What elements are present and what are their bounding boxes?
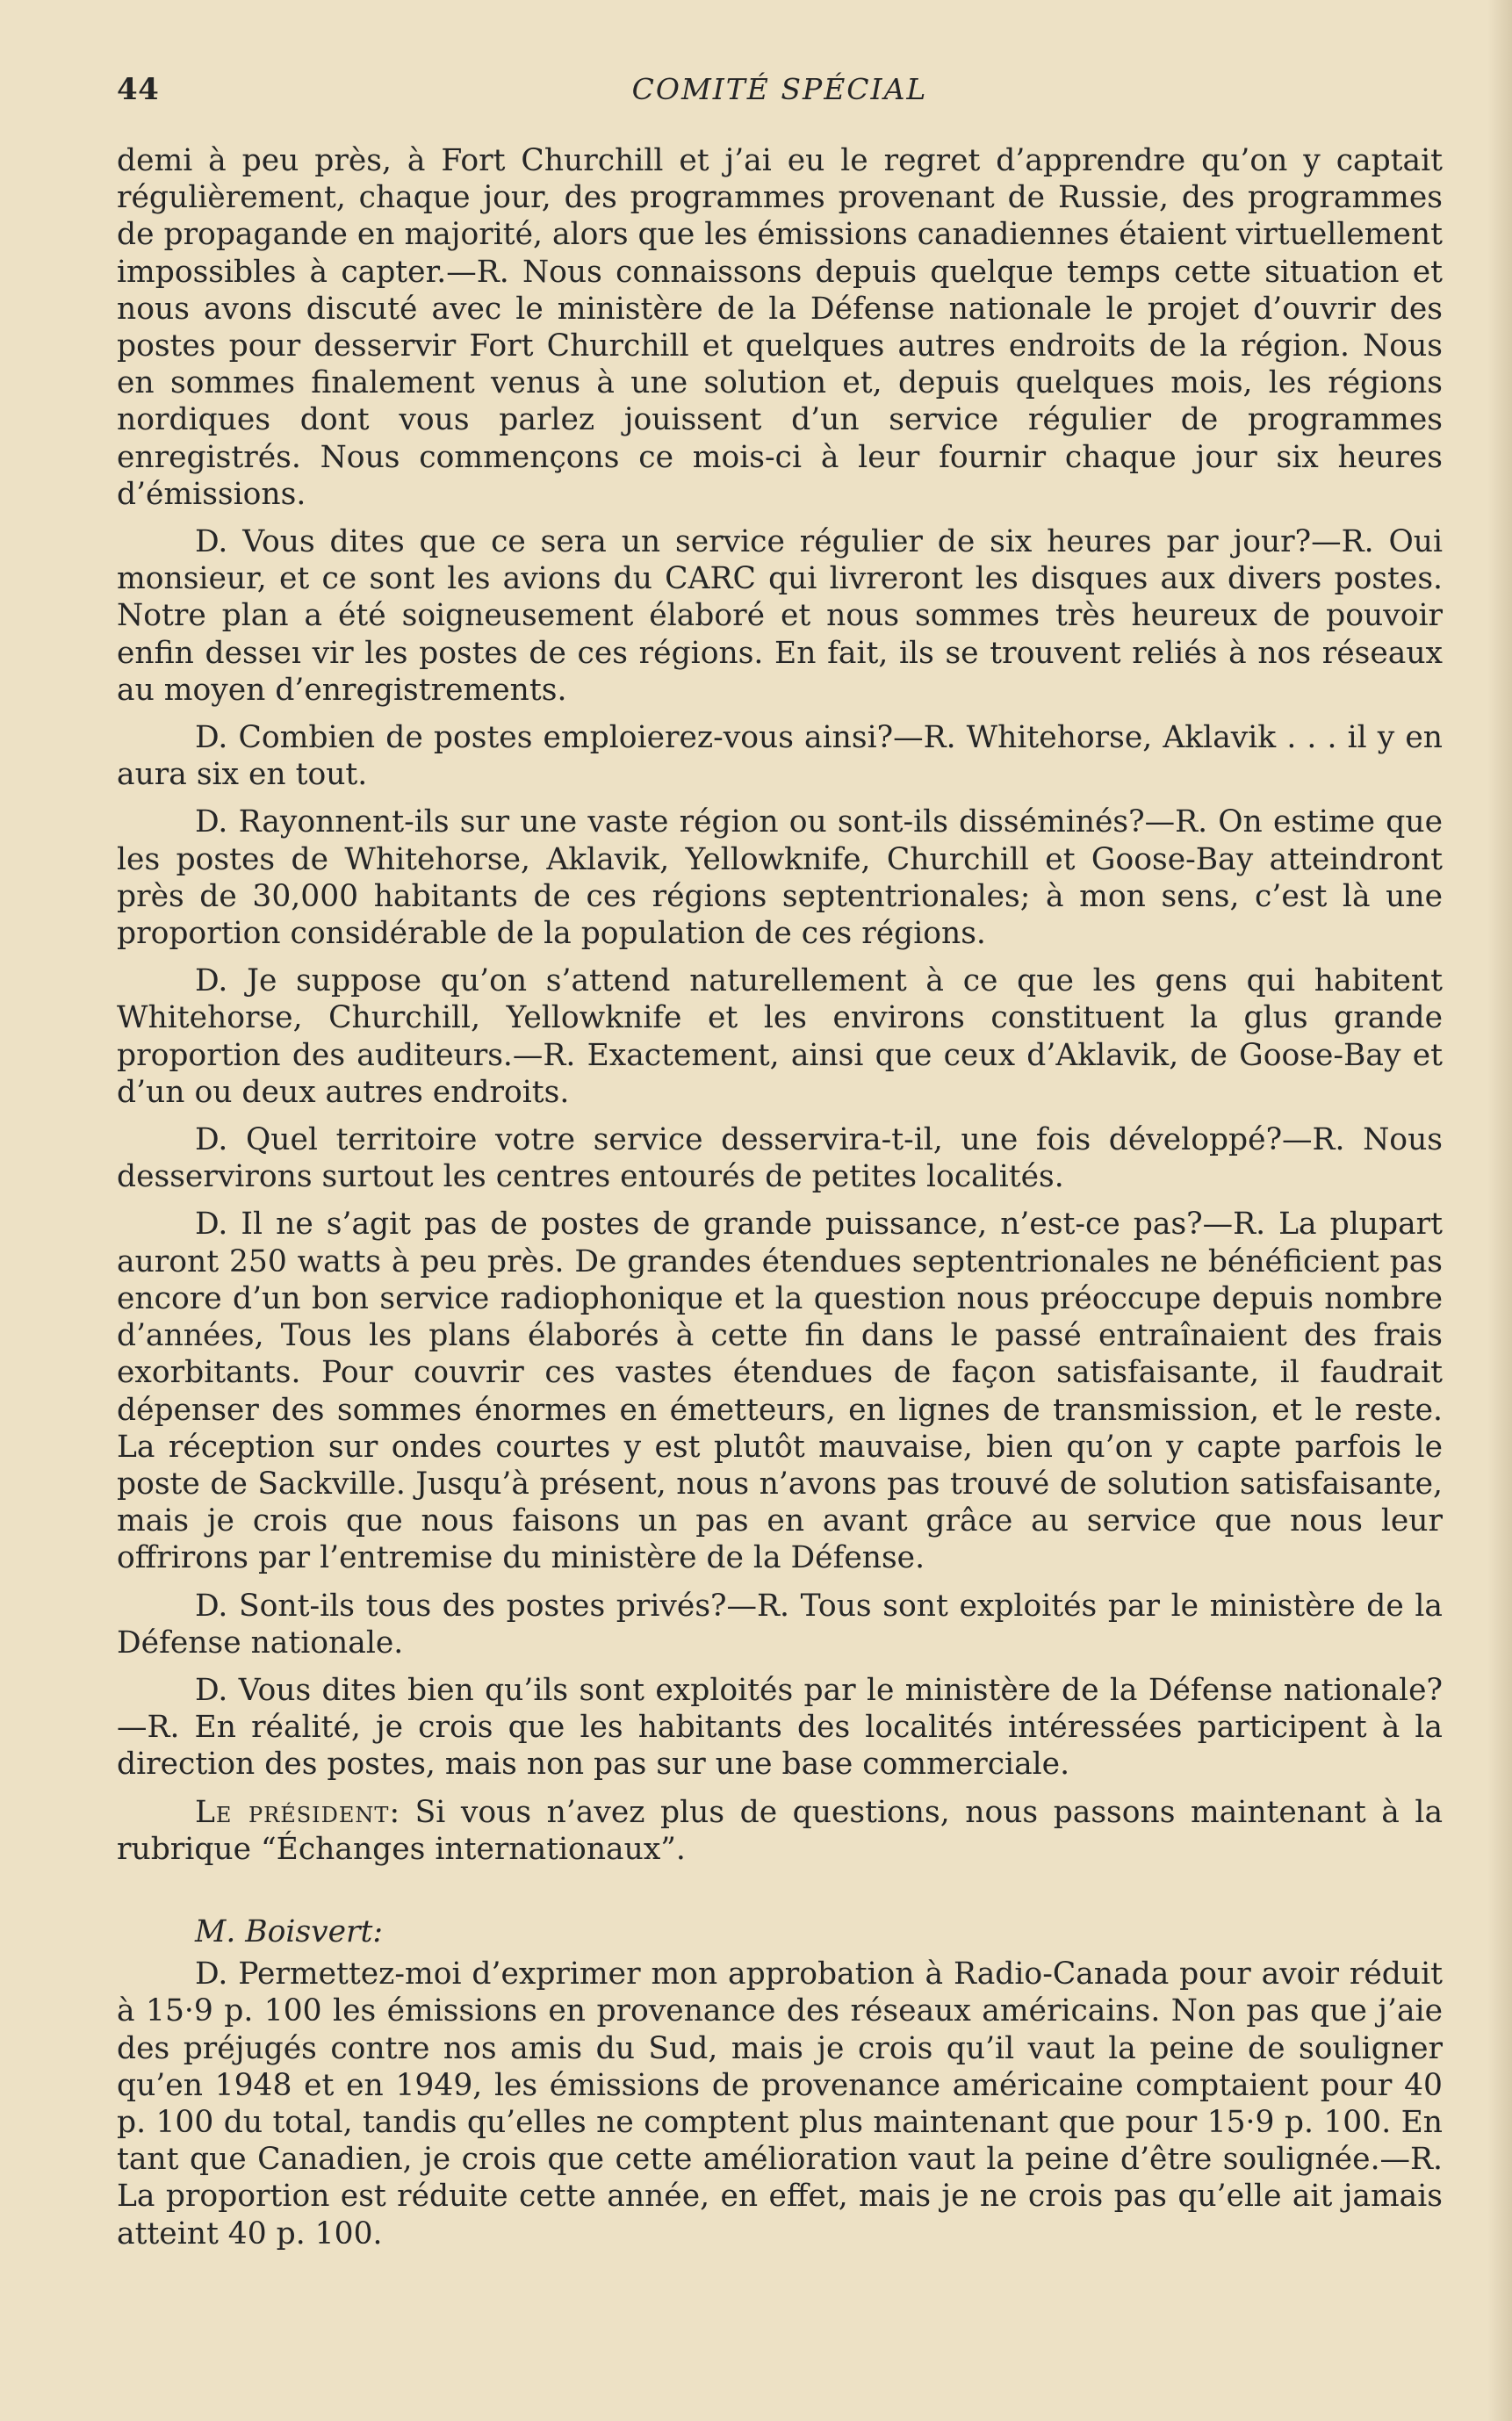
paragraph-question-coverage: D. Rayonnent-ils sur une vaste région ou sont-ils disséminés?—R. On estime que les postes de Whitehorse, Aklavik, Yellowknife, Churchill et Goose-Bay atteindront près de 30,000 habitants de ces régions septentrionales; à mon sens, c’est là une proportion considérable de la population de ces régions. (117, 804, 1443, 952)
speaker-heading-boisvert: M. Boisvert: (195, 1913, 384, 1949)
chairman-statement: : Si vous n’avez plus de questions, nous passons maintenant à la rubrique “Échanges internationaux”. (117, 1794, 1444, 1867)
paragraph-chairman (117, 1794, 1443, 1868)
paragraph-question-private: D. Sont-ils tous des postes privés?—R. Tous sont exploités par le ministère de la Défense nationale. (117, 1588, 1443, 1661)
page-number: 44 (117, 72, 160, 107)
paragraph-question-territory: D. Quel territoire votre service desservira-t-il, une fois développé?—R. Nous desservirons surtout les centres entourés de petites localités. (117, 1122, 1443, 1195)
speaker-label-chairman: Le président (195, 1794, 390, 1830)
paragraph-continuation: demi à peu près, à Fort Churchill et j’ai eu le regret d’apprendre qu’on y captait régulièrement, chaque jour, des programmes provenant de Russie, des programmes de propagande en majorité, alors que les émissions canadiennes étaient virtuellement impossibles à capter.—R. Nous connaissons depuis quelque temps cette situation et nous avons discuté avec le ministère de la Défense nationale le projet d’ouvrir des postes pour desservir Fort Churchill et quelques autres endroits de la région. Nous en sommes finalement venus à une solution et, depuis quelques mois, les régions nordiques dont vous parlez jouissent d’un service régulier de programmes enregistrés. Nous commençons ce mois-ci à leur fournir chaque jour six heures d’émissions. (117, 143, 1443, 512)
paragraph-question-listeners: D. Je suppose qu’on s’attend naturellement à ce que les gens qui habitent Whitehorse, Churchill, Yellowknife et les environs constituent la glus grande proportion des auditeurs.—R. Exactement, ainsi que ceux d’Aklavik, de Goose-Bay et d’un ou deux autres endroits. (117, 963, 1443, 1110)
paragraph-question-defense: D. Vous dites bien qu’ils sont exploités par le ministère de la Défense nationale?—R. En réalité, je crois que les habitants des localités intéressées participent à la direction des postes, mais non pas sur une base commerciale. (117, 1672, 1443, 1783)
paragraph-question-power: D. Il ne s’agit pas de postes de grande puissance, n’est-ce pas?—R. La plupart auront 250 watts à peu près. De grandes étendues septentrionales ne bénéficient pas encore d’un bon service radiophonique et la question nous préoccupe depuis nombre d’années, Tous les plans élaborés à cette fin dans le passé entraînaient des frais exorbitants. Pour couvrir ces vastes étendues de façon satisfaisante, il faudrait dépenser des sommes énormes en émetteurs, en lignes de transmission, et le reste. La réception sur ondes courtes y est plutôt mauvaise, bien qu’on y capte parfois le poste de Sackville. Jusqu’à présent, nous n’avons pas trouvé de solution satisfaisante, mais je crois que nous faisons un pas en avant grâce au service que nous leur offrirons par l’entremise du ministère de la Défense. (117, 1207, 1443, 1576)
page-header (117, 72, 1443, 116)
running-title: COMITÉ SPÉCIAL (631, 72, 928, 106)
paragraph-question-six-hours: D. Vous dites que ce sera un service régulier de six heures par jour?—R. Oui monsieur, et ce sont les avions du CARC qui livreront les disques aux divers postes. Notre plan a été soigneusement élaboré et nous sommes très heureux de pouvoir enfin desseı vir les postes de ces régions. En fait, ils se trouvent reliés à nos réseaux au moyen d’enregistrements. (117, 524, 1443, 708)
body-text (117, 142, 1443, 2263)
page-edge-shadow (1487, 0, 1512, 2421)
paragraph-question-american-programs: D. Permettez-moi d’exprimer mon approbation à Radio-Canada pour avoir réduit à 15·9 p. 100 les émissions en provenance des réseaux américains. Non pas que j’aie des préjugés contre nos amis du Sud, mais je crois qu’il vaut la peine de souligner qu’en 1948 et en 1949, les émissions de provenance américaine comptaient pour 40 p. 100 du total, tandis qu’elles ne comptent plus maintenant que pour 15·9 p. 100. En tant que Canadien, je crois que cette amélioration vaut la peine d’être soulignée.—R. La proportion est réduite cette année, en effet, mais je ne crois pas qu’elle ait jamais atteint 40 p. 100. (117, 1956, 1443, 2252)
paragraph-question-how-many-stations: D. Combien de postes emploierez-vous ainsi?—R. Whitehorse, Aklavik . . . il y en aura six en tout. (117, 720, 1443, 793)
